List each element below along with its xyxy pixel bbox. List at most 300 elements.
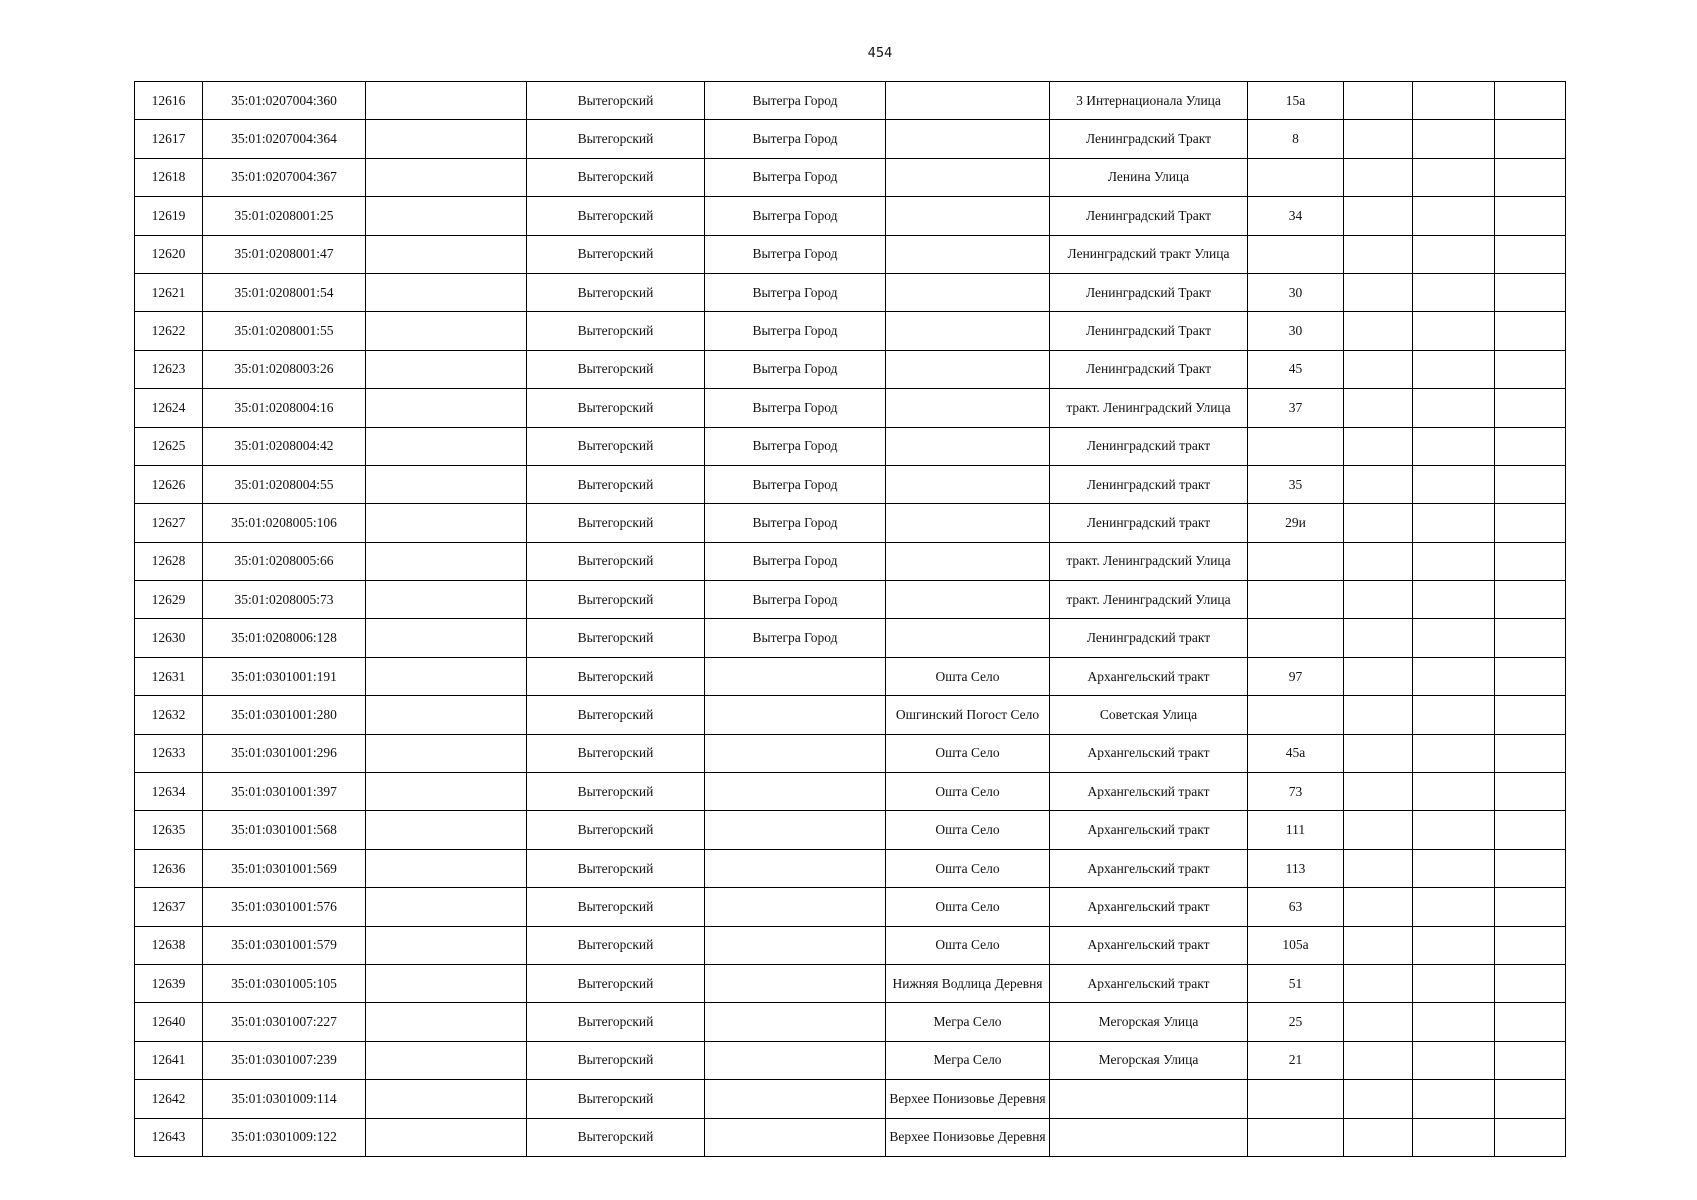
table-row: [135, 350, 1566, 388]
empty-cell: [1495, 619, 1566, 657]
city-cell: Вытегра Город: [705, 542, 886, 580]
settlement-cell: Верхее Понизовье Деревня: [886, 1118, 1050, 1156]
street-cell: Архангельский тракт: [1050, 657, 1248, 695]
empty-cell: [1344, 1118, 1413, 1156]
row-number-cell: 12635: [135, 811, 203, 849]
empty-cell: [1413, 1003, 1495, 1041]
empty-cell: [1495, 964, 1566, 1002]
table-row: [135, 389, 1566, 427]
empty-cell: [1344, 811, 1413, 849]
table-row: [135, 964, 1566, 1002]
district-cell: Вытегорский: [527, 1118, 705, 1156]
district-cell: Вытегорский: [527, 273, 705, 311]
house-number-cell: 30: [1248, 273, 1344, 311]
city-cell: [705, 811, 886, 849]
row-number-cell: 12619: [135, 197, 203, 235]
house-number-cell: 25: [1248, 1003, 1344, 1041]
city-cell: Вытегра Город: [705, 581, 886, 619]
house-number-cell: [1248, 427, 1344, 465]
house-number-cell: [1248, 235, 1344, 273]
street-cell: [1050, 1118, 1248, 1156]
street-cell: тракт. Ленинградский Улица: [1050, 542, 1248, 580]
city-cell: [705, 734, 886, 772]
city-cell: [705, 964, 886, 1002]
settlement-cell: [886, 581, 1050, 619]
empty-cell: [1495, 504, 1566, 542]
empty-cell: [1495, 1003, 1566, 1041]
settlement-cell: [886, 235, 1050, 273]
district-cell: Вытегорский: [527, 657, 705, 695]
district-cell: Вытегорский: [527, 465, 705, 503]
district-cell: Вытегорский: [527, 82, 705, 120]
cadastral-number-cell: 35:01:0301001:579: [203, 926, 366, 964]
empty-cell: [1344, 849, 1413, 887]
empty-cell: [366, 1080, 527, 1118]
table-row: [135, 773, 1566, 811]
street-cell: тракт. Ленинградский Улица: [1050, 389, 1248, 427]
house-number-cell: 34: [1248, 197, 1344, 235]
empty-cell: [366, 1041, 527, 1079]
empty-cell: [1495, 158, 1566, 196]
settlement-cell: Ошта Село: [886, 888, 1050, 926]
empty-cell: [1413, 427, 1495, 465]
settlement-cell: Нижняя Водлица Деревня: [886, 964, 1050, 1002]
city-cell: Вытегра Город: [705, 273, 886, 311]
empty-cell: [1344, 696, 1413, 734]
house-number-cell: 63: [1248, 888, 1344, 926]
empty-cell: [1413, 657, 1495, 695]
empty-cell: [366, 120, 527, 158]
empty-cell: [1495, 235, 1566, 273]
row-number-cell: 12622: [135, 312, 203, 350]
street-cell: Архангельский тракт: [1050, 773, 1248, 811]
district-cell: Вытегорский: [527, 849, 705, 887]
row-number-cell: 12637: [135, 888, 203, 926]
house-number-cell: [1248, 1080, 1344, 1118]
empty-cell: [1413, 273, 1495, 311]
empty-cell: [1344, 1003, 1413, 1041]
empty-cell: [1344, 120, 1413, 158]
cadastral-number-cell: 35:01:0207004:367: [203, 158, 366, 196]
row-number-cell: 12636: [135, 849, 203, 887]
empty-cell: [1495, 465, 1566, 503]
empty-cell: [366, 197, 527, 235]
empty-cell: [1413, 696, 1495, 734]
empty-cell: [1413, 964, 1495, 1002]
table-body: [135, 82, 1566, 1157]
cadastral-number-cell: 35:01:0208005:73: [203, 581, 366, 619]
empty-cell: [1495, 581, 1566, 619]
empty-cell: [1413, 1118, 1495, 1156]
district-cell: Вытегорский: [527, 312, 705, 350]
empty-cell: [1495, 82, 1566, 120]
empty-cell: [366, 619, 527, 657]
empty-cell: [366, 158, 527, 196]
cadastral-number-cell: 35:01:0208001:25: [203, 197, 366, 235]
table-row: [135, 696, 1566, 734]
city-cell: [705, 926, 886, 964]
table-row: [135, 542, 1566, 580]
empty-cell: [1413, 504, 1495, 542]
empty-cell: [1495, 1118, 1566, 1156]
empty-cell: [1413, 849, 1495, 887]
empty-cell: [1344, 350, 1413, 388]
city-cell: [705, 1003, 886, 1041]
empty-cell: [1413, 619, 1495, 657]
table-row: [135, 312, 1566, 350]
empty-cell: [366, 888, 527, 926]
cadastral-number-cell: 35:01:0301007:239: [203, 1041, 366, 1079]
house-number-cell: [1248, 158, 1344, 196]
street-cell: Ленинградский Тракт: [1050, 312, 1248, 350]
empty-cell: [1495, 657, 1566, 695]
registry-table: [134, 81, 1566, 1157]
empty-cell: [1495, 389, 1566, 427]
street-cell: Архангельский тракт: [1050, 926, 1248, 964]
empty-cell: [1344, 312, 1413, 350]
district-cell: Вытегорский: [527, 235, 705, 273]
house-number-cell: 105а: [1248, 926, 1344, 964]
city-cell: Вытегра Город: [705, 465, 886, 503]
empty-cell: [1344, 773, 1413, 811]
empty-cell: [366, 581, 527, 619]
row-number-cell: 12617: [135, 120, 203, 158]
empty-cell: [1413, 197, 1495, 235]
empty-cell: [1413, 926, 1495, 964]
empty-cell: [1344, 1041, 1413, 1079]
empty-cell: [366, 389, 527, 427]
empty-cell: [1413, 312, 1495, 350]
row-number-cell: 12616: [135, 82, 203, 120]
empty-cell: [1344, 158, 1413, 196]
city-cell: Вытегра Город: [705, 389, 886, 427]
empty-cell: [366, 964, 527, 1002]
empty-cell: [1495, 1041, 1566, 1079]
table-row: [135, 82, 1566, 120]
empty-cell: [1344, 734, 1413, 772]
settlement-cell: [886, 197, 1050, 235]
row-number-cell: 12631: [135, 657, 203, 695]
empty-cell: [1413, 235, 1495, 273]
district-cell: Вытегорский: [527, 773, 705, 811]
district-cell: Вытегорский: [527, 888, 705, 926]
empty-cell: [366, 811, 527, 849]
cadastral-number-cell: 35:01:0301001:569: [203, 849, 366, 887]
empty-cell: [1495, 926, 1566, 964]
street-cell: Ленинградский тракт: [1050, 504, 1248, 542]
house-number-cell: 30: [1248, 312, 1344, 350]
cadastral-number-cell: 35:01:0208006:128: [203, 619, 366, 657]
table-row: [135, 657, 1566, 695]
street-cell: Мегорская Улица: [1050, 1003, 1248, 1041]
settlement-cell: Ошта Село: [886, 849, 1050, 887]
house-number-cell: [1248, 696, 1344, 734]
row-number-cell: 12618: [135, 158, 203, 196]
empty-cell: [1344, 1080, 1413, 1118]
settlement-cell: Ошта Село: [886, 811, 1050, 849]
table-row: [135, 273, 1566, 311]
street-cell: Советская Улица: [1050, 696, 1248, 734]
street-cell: Ленинградский Тракт: [1050, 120, 1248, 158]
empty-cell: [1344, 504, 1413, 542]
table-row: [135, 1003, 1566, 1041]
table-row: [135, 926, 1566, 964]
empty-cell: [1344, 926, 1413, 964]
empty-cell: [1344, 964, 1413, 1002]
city-cell: [705, 1118, 886, 1156]
table-row: [135, 619, 1566, 657]
house-number-cell: 51: [1248, 964, 1344, 1002]
settlement-cell: [886, 82, 1050, 120]
empty-cell: [1413, 82, 1495, 120]
cadastral-number-cell: 35:01:0301005:105: [203, 964, 366, 1002]
city-cell: Вытегра Город: [705, 158, 886, 196]
city-cell: Вытегра Город: [705, 350, 886, 388]
cadastral-number-cell: 35:01:0208005:66: [203, 542, 366, 580]
table-row: [135, 1041, 1566, 1079]
row-number-cell: 12620: [135, 235, 203, 273]
table-row: [135, 197, 1566, 235]
city-cell: Вытегра Город: [705, 82, 886, 120]
house-number-cell: 45: [1248, 350, 1344, 388]
district-cell: Вытегорский: [527, 389, 705, 427]
row-number-cell: 12633: [135, 734, 203, 772]
empty-cell: [1495, 197, 1566, 235]
district-cell: Вытегорский: [527, 504, 705, 542]
house-number-cell: 113: [1248, 849, 1344, 887]
settlement-cell: Ошта Село: [886, 926, 1050, 964]
street-cell: Ленина Улица: [1050, 158, 1248, 196]
city-cell: [705, 773, 886, 811]
empty-cell: [1413, 811, 1495, 849]
district-cell: Вытегорский: [527, 964, 705, 1002]
house-number-cell: 111: [1248, 811, 1344, 849]
district-cell: Вытегорский: [527, 120, 705, 158]
street-cell: Архангельский тракт: [1050, 888, 1248, 926]
settlement-cell: [886, 504, 1050, 542]
empty-cell: [1413, 888, 1495, 926]
table-row: [135, 1118, 1566, 1156]
table-row: [135, 120, 1566, 158]
settlement-cell: [886, 619, 1050, 657]
empty-cell: [1495, 811, 1566, 849]
cadastral-number-cell: 35:01:0208001:54: [203, 273, 366, 311]
city-cell: Вытегра Город: [705, 504, 886, 542]
row-number-cell: 12638: [135, 926, 203, 964]
empty-cell: [366, 926, 527, 964]
house-number-cell: 37: [1248, 389, 1344, 427]
empty-cell: [366, 82, 527, 120]
empty-cell: [1344, 542, 1413, 580]
row-number-cell: 12641: [135, 1041, 203, 1079]
city-cell: [705, 1041, 886, 1079]
row-number-cell: 12632: [135, 696, 203, 734]
cadastral-number-cell: 35:01:0301007:227: [203, 1003, 366, 1041]
house-number-cell: 73: [1248, 773, 1344, 811]
cadastral-number-cell: 35:01:0301001:397: [203, 773, 366, 811]
empty-cell: [1495, 888, 1566, 926]
table-row: [135, 849, 1566, 887]
settlement-cell: Мегра Село: [886, 1041, 1050, 1079]
empty-cell: [366, 849, 527, 887]
settlement-cell: [886, 350, 1050, 388]
settlement-cell: Ошгинский Погост Село: [886, 696, 1050, 734]
row-number-cell: 12630: [135, 619, 203, 657]
empty-cell: [1495, 696, 1566, 734]
empty-cell: [1495, 773, 1566, 811]
city-cell: [705, 888, 886, 926]
cadastral-number-cell: 35:01:0208001:47: [203, 235, 366, 273]
house-number-cell: [1248, 581, 1344, 619]
cadastral-number-cell: 35:01:0301001:568: [203, 811, 366, 849]
table-row: [135, 235, 1566, 273]
settlement-cell: Верхее Понизовье Деревня: [886, 1080, 1050, 1118]
district-cell: Вытегорский: [527, 734, 705, 772]
empty-cell: [1495, 542, 1566, 580]
district-cell: Вытегорский: [527, 926, 705, 964]
cadastral-number-cell: 35:01:0301001:296: [203, 734, 366, 772]
empty-cell: [1495, 734, 1566, 772]
empty-cell: [1344, 82, 1413, 120]
empty-cell: [366, 734, 527, 772]
empty-cell: [366, 1003, 527, 1041]
district-cell: Вытегорский: [527, 811, 705, 849]
empty-cell: [1413, 773, 1495, 811]
empty-cell: [1413, 734, 1495, 772]
empty-cell: [1413, 465, 1495, 503]
city-cell: Вытегра Город: [705, 197, 886, 235]
house-number-cell: 97: [1248, 657, 1344, 695]
row-number-cell: 12626: [135, 465, 203, 503]
empty-cell: [1495, 312, 1566, 350]
empty-cell: [366, 312, 527, 350]
cadastral-number-cell: 35:01:0301001:191: [203, 657, 366, 695]
row-number-cell: 12624: [135, 389, 203, 427]
empty-cell: [366, 350, 527, 388]
cadastral-number-cell: 35:01:0208004:55: [203, 465, 366, 503]
row-number-cell: 12623: [135, 350, 203, 388]
settlement-cell: Мегра Село: [886, 1003, 1050, 1041]
district-cell: Вытегорский: [527, 1080, 705, 1118]
empty-cell: [1413, 1041, 1495, 1079]
house-number-cell: 29и: [1248, 504, 1344, 542]
row-number-cell: 12634: [135, 773, 203, 811]
settlement-cell: [886, 158, 1050, 196]
empty-cell: [1344, 273, 1413, 311]
cadastral-number-cell: 35:01:0301009:114: [203, 1080, 366, 1118]
settlement-cell: [886, 120, 1050, 158]
street-cell: Мегорская Улица: [1050, 1041, 1248, 1079]
house-number-cell: [1248, 1118, 1344, 1156]
settlement-cell: [886, 389, 1050, 427]
table-row: [135, 1080, 1566, 1118]
row-number-cell: 12639: [135, 964, 203, 1002]
settlement-cell: Ошта Село: [886, 734, 1050, 772]
cadastral-number-cell: 35:01:0208004:42: [203, 427, 366, 465]
row-number-cell: 12621: [135, 273, 203, 311]
empty-cell: [1413, 542, 1495, 580]
table-row: [135, 581, 1566, 619]
settlement-cell: Ошта Село: [886, 773, 1050, 811]
settlement-cell: [886, 465, 1050, 503]
street-cell: Ленинградский тракт: [1050, 619, 1248, 657]
row-number-cell: 12625: [135, 427, 203, 465]
empty-cell: [1413, 1080, 1495, 1118]
empty-cell: [366, 427, 527, 465]
street-cell: Ленинградский тракт: [1050, 427, 1248, 465]
street-cell: Ленинградский тракт: [1050, 465, 1248, 503]
street-cell: [1050, 1080, 1248, 1118]
table-row: [135, 465, 1566, 503]
empty-cell: [366, 1118, 527, 1156]
cadastral-number-cell: 35:01:0208001:55: [203, 312, 366, 350]
empty-cell: [366, 696, 527, 734]
city-cell: [705, 1080, 886, 1118]
street-cell: 3 Интернационала Улица: [1050, 82, 1248, 120]
empty-cell: [1344, 427, 1413, 465]
house-number-cell: 21: [1248, 1041, 1344, 1079]
street-cell: Архангельский тракт: [1050, 734, 1248, 772]
district-cell: Вытегорский: [527, 1003, 705, 1041]
city-cell: Вытегра Город: [705, 120, 886, 158]
empty-cell: [1344, 389, 1413, 427]
cadastral-number-cell: 35:01:0208003:26: [203, 350, 366, 388]
empty-cell: [1495, 1080, 1566, 1118]
street-cell: Ленинградский тракт Улица: [1050, 235, 1248, 273]
table-row: [135, 427, 1566, 465]
district-cell: Вытегорский: [527, 350, 705, 388]
table-row: [135, 888, 1566, 926]
settlement-cell: [886, 273, 1050, 311]
empty-cell: [366, 465, 527, 503]
district-cell: Вытегорский: [527, 696, 705, 734]
district-cell: Вытегорский: [527, 581, 705, 619]
empty-cell: [1413, 350, 1495, 388]
empty-cell: [1495, 849, 1566, 887]
district-cell: Вытегорский: [527, 619, 705, 657]
city-cell: Вытегра Город: [705, 427, 886, 465]
empty-cell: [1344, 619, 1413, 657]
house-number-cell: 35: [1248, 465, 1344, 503]
street-cell: тракт. Ленинградский Улица: [1050, 581, 1248, 619]
empty-cell: [1495, 120, 1566, 158]
district-cell: Вытегорский: [527, 542, 705, 580]
street-cell: Архангельский тракт: [1050, 849, 1248, 887]
settlement-cell: [886, 427, 1050, 465]
settlement-cell: [886, 312, 1050, 350]
empty-cell: [1495, 350, 1566, 388]
empty-cell: [366, 542, 527, 580]
city-cell: Вытегра Город: [705, 312, 886, 350]
city-cell: Вытегра Город: [705, 619, 886, 657]
house-number-cell: [1248, 619, 1344, 657]
street-cell: Ленинградский Тракт: [1050, 197, 1248, 235]
empty-cell: [366, 504, 527, 542]
empty-cell: [1344, 235, 1413, 273]
settlement-cell: Оштa Село: [886, 657, 1050, 695]
settlement-cell: [886, 542, 1050, 580]
empty-cell: [1413, 581, 1495, 619]
table-row: [135, 504, 1566, 542]
empty-cell: [1413, 158, 1495, 196]
house-number-cell: 15а: [1248, 82, 1344, 120]
street-cell: Ленинградский Тракт: [1050, 350, 1248, 388]
city-cell: [705, 849, 886, 887]
house-number-cell: [1248, 542, 1344, 580]
row-number-cell: 12628: [135, 542, 203, 580]
empty-cell: [1344, 197, 1413, 235]
street-cell: Архангельский тракт: [1050, 811, 1248, 849]
